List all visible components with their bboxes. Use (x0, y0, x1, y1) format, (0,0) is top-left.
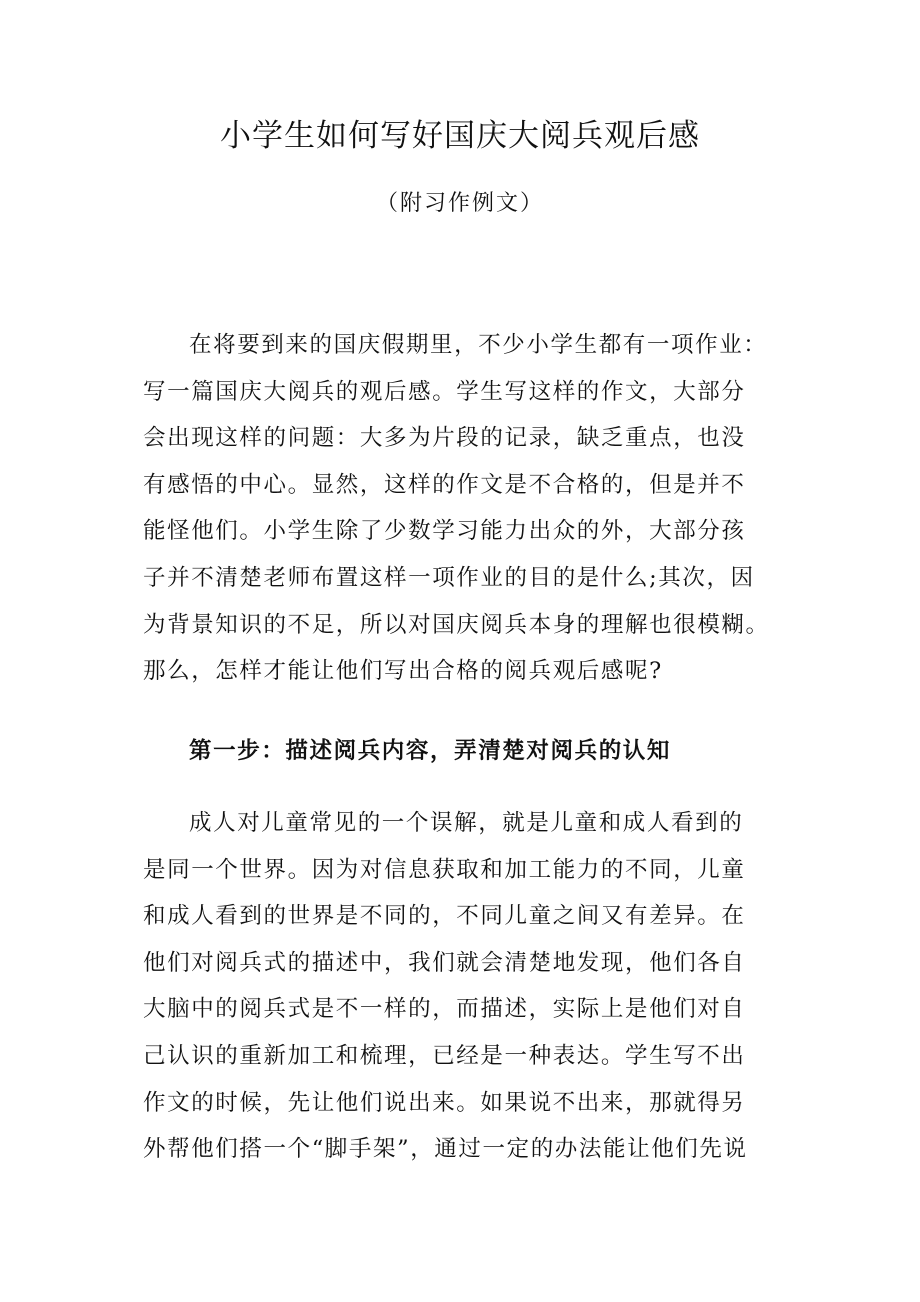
paragraph-line: 会出现这样的问题：大多为片段的记录，缺乏重点，也没 (143, 425, 746, 452)
paragraph-line: 他们对阅兵式的描述中，我们就会清楚地发现，他们各自 (143, 949, 746, 976)
paragraph-line: 有感悟的中心。显然，这样的作文是不合格的，但是并不 (143, 471, 746, 498)
paragraph-line: 为背景知识的不足，所以对国庆阅兵本身的理解也很模糊。 (143, 611, 770, 638)
paragraph-line: 作文的时候，先让他们说出来。如果说不出来，那就得另 (143, 1089, 746, 1116)
paragraph-line: 能怪他们。小学生除了少数学习能力出众的外，大部分孩 (143, 518, 746, 545)
paragraph-line: 子并不清楚老师布置这样一项作业的目的是什么;其次，因 (143, 564, 755, 591)
paragraph-line: 写一篇国庆大阅兵的观后感。学生写这样的作文，大部分 (143, 378, 746, 405)
paragraph-line: 那么，怎样才能让他们写出合格的阅兵观后感呢? (143, 658, 663, 685)
paragraph-line: 和成人看到的世界是不同的，不同儿童之间又有差异。在 (143, 903, 746, 930)
paragraph-line: 在将要到来的国庆假期里，不少小学生都有一项作业： (189, 332, 768, 358)
paragraph-line: 外帮他们搭一个“脚手架”，通过一定的办法能让他们先说 (143, 1136, 748, 1163)
document-title: 小学生如何写好国庆大阅兵观后感 (220, 118, 700, 154)
paragraph-line: 己认识的重新加工和梳理，已经是一种表达。学生写不出 (143, 1042, 746, 1069)
document-subtitle: （附习作例文） (375, 191, 544, 216)
paragraph-line: 大脑中的阅兵式是不一样的，而描述，实际上是他们对自 (143, 996, 746, 1023)
paragraph-step-one (143, 800, 779, 1173)
section-heading: 第一步：描述阅兵内容，弄清楚对阅兵的认知 (189, 738, 672, 764)
paragraph-intro (143, 322, 779, 695)
paragraph-line: 是同一个世界。因为对信息获取和加工能力的不同，儿童 (143, 856, 746, 883)
paragraph-line: 成人对儿童常见的一个误解，就是儿童和成人看到的 (189, 810, 744, 836)
